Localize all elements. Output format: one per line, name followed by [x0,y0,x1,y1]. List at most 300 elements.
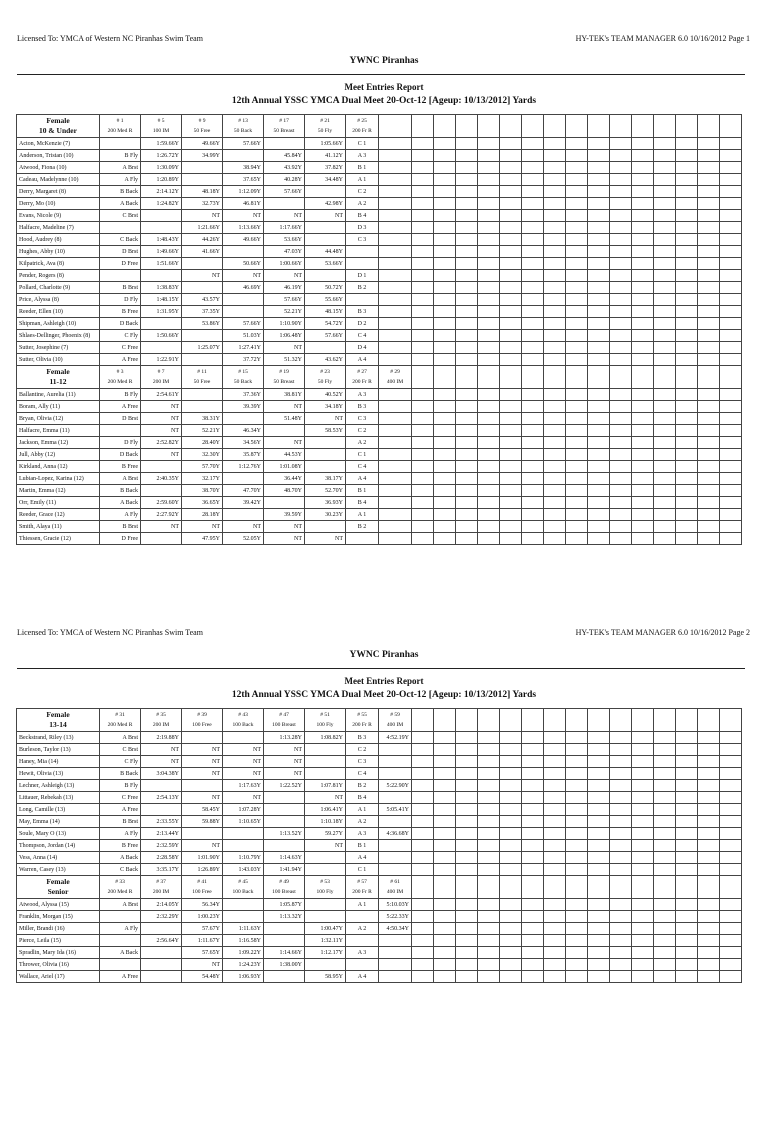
seed-time-cell [456,282,478,294]
event-name: 400 IM [386,722,404,728]
seed-time-cell [412,744,434,756]
relay-leg-cell: B Fly [100,389,141,401]
event-name: 200 IM [152,722,170,728]
seed-time-cell [500,756,522,768]
event-name: 100 Breast [272,722,296,728]
event-header-cell [379,366,412,389]
seed-time-cell [412,461,434,473]
event-header-cell [654,876,676,899]
seed-time-cell: NT [223,521,264,533]
seed-time-cell [720,425,742,437]
event-header-cell [654,115,676,138]
event-name: 50 Free [193,128,211,134]
event-header-cell [346,876,379,899]
seed-time-cell [456,401,478,413]
seed-time-cell [434,485,456,497]
seed-time-cell [478,780,500,792]
seed-time-cell [720,473,742,485]
relay-leg-cell: A Back [100,947,141,959]
event-header-cell [610,115,632,138]
seed-time-cell [412,138,434,150]
seed-time-cell [676,413,698,425]
seed-time-cell: 1:12.09Y [223,186,264,198]
relay-position-cell: A 3 [346,150,379,162]
seed-time-cell [412,899,434,911]
seed-time-cell [566,756,588,768]
seed-time-cell: 40.52Y [305,389,346,401]
seed-time-cell [500,768,522,780]
seed-time-cell [412,198,434,210]
seed-time-cell: 49.66Y [182,138,223,150]
seed-time-cell [500,804,522,816]
seed-time-cell [610,899,632,911]
age-group-label [17,115,100,138]
seed-time-cell [544,852,566,864]
swimmer-name: Burleson, Taylor (13) [17,744,100,756]
swimmer-name: Reeder, Ellen (10) [17,306,100,318]
seed-time-cell [264,935,305,947]
seed-time-cell [654,342,676,354]
swimmer-name: Miller, Brandi (16) [17,923,100,935]
seed-time-cell [379,330,412,342]
seed-time-cell [698,294,720,306]
seed-time-cell [676,258,698,270]
team-name: YWNC Piranhas [349,650,419,660]
seed-time-cell [544,473,566,485]
seed-time-cell [544,864,566,876]
seed-time-cell [434,150,456,162]
seed-time-cell [544,828,566,840]
seed-time-cell: 43.62Y [305,354,346,366]
swimmer-row [17,473,742,485]
seed-time-cell: 47.95Y [182,533,223,545]
seed-time-cell [588,828,610,840]
seed-time-cell [654,282,676,294]
relay-leg-cell: D Fly [100,294,141,306]
relay-position-cell: C 1 [346,138,379,150]
event-number: # 25 [357,118,367,124]
event-name: 100 Back [232,722,254,728]
seed-time-cell [456,497,478,509]
swimmer-row [17,497,742,509]
seed-time-cell [478,198,500,210]
seed-time-cell [412,935,434,947]
seed-time-cell [588,485,610,497]
seed-time-cell [264,425,305,437]
seed-time-cell: 39.39Y [223,401,264,413]
seed-time-cell [632,971,654,983]
relay-position-cell: D 4 [346,342,379,354]
seed-time-cell [610,234,632,246]
seed-time-cell [478,521,500,533]
seed-time-cell: 1:00.47Y [305,923,346,935]
seed-time-cell [698,780,720,792]
seed-time-cell: NT [264,756,305,768]
meet-title: 12th Annual YSSC YMCA Dual Meet 20-Oct-12 [Ageup: 10/13/2012] Yards [231,690,537,700]
seed-time-cell [654,864,676,876]
event-header-cell [720,366,742,389]
event-header-cell [100,709,141,732]
seed-time-cell [588,804,610,816]
seed-time-cell [522,461,544,473]
event-header-cell [566,709,588,732]
seed-time-cell [698,899,720,911]
seed-time-cell [456,947,478,959]
event-header-cell [544,709,566,732]
swimmer-row [17,246,742,258]
seed-time-cell [412,959,434,971]
relay-position-cell: C 2 [346,744,379,756]
seed-time-cell [522,198,544,210]
seed-time-cell [698,330,720,342]
seed-time-cell [478,852,500,864]
seed-time-cell [720,947,742,959]
seed-time-cell [698,306,720,318]
seed-time-cell [654,210,676,222]
relay-leg-cell [100,959,141,971]
seed-time-cell [698,174,720,186]
seed-time-cell [434,318,456,330]
seed-time-cell: 3:35.17Y [141,864,182,876]
seed-time-cell [720,461,742,473]
seed-time-cell [544,804,566,816]
license-header: Licensed To: YMCA of Western NC Piranhas Swim Team [17,628,203,637]
seed-time-cell [566,792,588,804]
swimmer-name: Littauer, Rebekah (13) [17,792,100,804]
seed-time-cell [500,354,522,366]
seed-time-cell [544,533,566,545]
seed-time-cell [720,911,742,923]
seed-time-cell [478,485,500,497]
seed-time-cell [478,306,500,318]
seed-time-cell: 47.03Y [264,246,305,258]
seed-time-cell: NT [305,413,346,425]
seed-time-cell [412,449,434,461]
seed-time-cell [522,162,544,174]
seed-time-cell [566,234,588,246]
swimmer-name: Shipman, Ashleigh (10) [17,318,100,330]
event-header-cell [478,366,500,389]
event-name: 200 Med R [107,889,133,895]
seed-time-cell [720,840,742,852]
relay-position-cell: A 1 [346,804,379,816]
event-number: # 57 [357,879,367,885]
seed-time-cell [610,485,632,497]
seed-time-cell [566,971,588,983]
seed-time-cell [478,899,500,911]
seed-time-cell [305,768,346,780]
seed-time-cell [588,533,610,545]
relay-position-cell: C 3 [346,756,379,768]
seed-time-cell [182,174,223,186]
seed-time-cell [588,318,610,330]
seed-time-cell [544,497,566,509]
swimmer-row [17,732,742,744]
seed-time-cell [412,389,434,401]
seed-time-cell [698,497,720,509]
swimmer-row [17,959,742,971]
seed-time-cell [632,732,654,744]
seed-time-cell: NT [305,792,346,804]
seed-time-cell [654,150,676,162]
relay-leg-cell: A Back [100,198,141,210]
event-name: 200 Fr R [352,379,372,385]
seed-time-cell [654,461,676,473]
seed-time-cell: 1:07.81Y [305,780,346,792]
seed-time-cell: 46.19Y [264,282,305,294]
seed-time-cell: 51.03Y [223,330,264,342]
meet-title: 12th Annual YSSC YMCA Dual Meet 20-Oct-12 [Ageup: 10/13/2012] Yards [231,96,537,106]
seed-time-cell: 52.21Y [182,425,223,437]
relay-position-cell [346,294,379,306]
seed-time-cell [720,354,742,366]
seed-time-cell [412,864,434,876]
seed-time-cell: 1:07.28Y [223,804,264,816]
seed-time-cell [610,971,632,983]
seed-time-cell [522,959,544,971]
seed-time-cell [698,342,720,354]
seed-time-cell [544,521,566,533]
swimmer-row [17,521,742,533]
seed-time-cell: 35.87Y [223,449,264,461]
relay-position-cell: C 4 [346,768,379,780]
header-rule [17,668,745,669]
event-header-cell [456,876,478,899]
seed-time-cell [522,294,544,306]
relay-leg-cell [100,935,141,947]
seed-time-cell [720,732,742,744]
seed-time-cell [632,234,654,246]
seed-time-cell [544,282,566,294]
seed-time-cell [412,174,434,186]
event-number: # 41 [197,879,207,885]
seed-time-cell: 28.40Y [182,437,223,449]
seed-time-cell [434,509,456,521]
seed-time-cell [182,389,223,401]
seed-time-cell: 1:27.41Y [223,342,264,354]
seed-time-cell [610,186,632,198]
seed-time-cell [632,222,654,234]
seed-time-cell [522,509,544,521]
relay-leg-cell [100,222,141,234]
seed-time-cell [478,425,500,437]
seed-time-cell [654,744,676,756]
seed-time-cell [654,437,676,449]
seed-time-cell: 1:16.58Y [223,935,264,947]
swimmer-name: Atwood, Alyssa (15) [17,899,100,911]
seed-time-cell [305,270,346,282]
seed-time-cell [141,533,182,545]
seed-time-cell [632,425,654,437]
seed-time-cell [720,780,742,792]
seed-time-cell [379,816,412,828]
seed-time-cell [610,497,632,509]
seed-time-cell [500,270,522,282]
event-header-cell [720,876,742,899]
seed-time-cell [676,138,698,150]
seed-time-cell [264,792,305,804]
seed-time-cell: 37.36Y [223,389,264,401]
seed-time-cell: 1:13.52Y [264,828,305,840]
relay-position-cell: A 4 [346,852,379,864]
group-header-row [17,876,742,899]
seed-time-cell [610,840,632,852]
seed-time-cell: 2:27.92Y [141,509,182,521]
seed-time-cell [478,318,500,330]
seed-time-cell: 40.28Y [264,174,305,186]
seed-time-cell [456,816,478,828]
seed-time-cell: 5:05.41Y [379,804,412,816]
seed-time-cell [379,186,412,198]
event-number: # 39 [197,712,207,718]
seed-time-cell [141,270,182,282]
seed-time-cell [264,804,305,816]
seed-time-cell [522,174,544,186]
seed-time-cell [522,864,544,876]
seed-time-cell [566,389,588,401]
seed-time-cell [522,222,544,234]
seed-time-cell [632,401,654,413]
event-name: 100 Fly [316,722,334,728]
seed-time-cell [720,342,742,354]
seed-time-cell [676,222,698,234]
seed-time-cell [544,509,566,521]
seed-time-cell [698,509,720,521]
event-header-cell [566,366,588,389]
seed-time-cell [223,413,264,425]
seed-time-cell [522,792,544,804]
seed-time-cell: 5:10.03Y [379,899,412,911]
swimmer-name: Beckstrand, Riley (13) [17,732,100,744]
seed-time-cell [720,497,742,509]
relay-position-cell: C 3 [346,234,379,246]
event-name: 50 Breast [273,379,295,385]
seed-time-cell [182,354,223,366]
seed-time-cell [544,198,566,210]
seed-time-cell [720,210,742,222]
seed-time-cell [478,389,500,401]
seed-time-cell [698,947,720,959]
seed-time-cell [500,792,522,804]
seed-time-cell [478,971,500,983]
seed-time-cell [500,533,522,545]
seed-time-cell [588,461,610,473]
seed-time-cell [720,174,742,186]
seed-time-cell [412,186,434,198]
seed-time-cell [456,899,478,911]
swimmer-row [17,780,742,792]
swimmer-name: Warren, Casey (13) [17,864,100,876]
event-header-cell [182,709,223,732]
seed-time-cell [412,485,434,497]
swimmer-name: Derry, Mo (10) [17,198,100,210]
seed-time-cell [456,768,478,780]
swimmer-row [17,804,742,816]
seed-time-cell: 44.26Y [182,234,223,246]
seed-time-cell [698,840,720,852]
seed-time-cell [522,246,544,258]
seed-time-cell [588,198,610,210]
seed-time-cell [566,485,588,497]
seed-time-cell [544,756,566,768]
relay-position-cell: A 4 [346,354,379,366]
seed-time-cell [500,162,522,174]
seed-time-cell: 48.18Y [182,186,223,198]
seed-time-cell [478,222,500,234]
relay-position-cell: C 4 [346,461,379,473]
seed-time-cell [676,330,698,342]
seed-time-cell [412,923,434,935]
seed-time-cell [720,186,742,198]
seed-time-cell [434,935,456,947]
seed-time-cell: 37.65Y [223,174,264,186]
seed-time-cell [412,413,434,425]
relay-leg-cell: C Fly [100,756,141,768]
event-header-cell [434,115,456,138]
event-header-cell [141,876,182,899]
event-header-cell [698,876,720,899]
seed-time-cell [632,485,654,497]
seed-time-cell: 2:33.55Y [141,816,182,828]
swimmer-name: Anderson, Tristan (10) [17,150,100,162]
seed-time-cell [500,306,522,318]
seed-time-cell [720,521,742,533]
seed-time-cell: 1:14.63Y [264,852,305,864]
seed-time-cell: NT [305,533,346,545]
seed-time-cell [566,533,588,545]
seed-time-cell [610,521,632,533]
seed-time-cell [412,533,434,545]
seed-time-cell: 32.17Y [182,473,223,485]
seed-time-cell [610,150,632,162]
event-number: # 51 [320,712,330,718]
seed-time-cell [698,425,720,437]
swimmer-name: Smith, Alaya (11) [17,521,100,533]
seed-time-cell [632,509,654,521]
seed-time-cell [720,816,742,828]
seed-time-cell [632,533,654,545]
seed-time-cell [305,899,346,911]
seed-time-cell [500,449,522,461]
seed-time-cell [588,437,610,449]
seed-time-cell [500,899,522,911]
seed-time-cell [379,413,412,425]
seed-time-cell [456,533,478,545]
event-header-cell [100,115,141,138]
seed-time-cell [588,509,610,521]
relay-position-cell: B 1 [346,840,379,852]
seed-time-cell [434,449,456,461]
seed-time-cell: 1:51.66Y [141,258,182,270]
seed-time-cell [610,828,632,840]
swimmer-row [17,318,742,330]
seed-time-cell [698,162,720,174]
seed-time-cell: 37.72Y [223,354,264,366]
seed-time-cell: 3:04.38Y [141,768,182,780]
swimmer-row [17,270,742,282]
seed-time-cell [632,306,654,318]
seed-time-cell [412,425,434,437]
seed-time-cell: 52.05Y [223,533,264,545]
seed-time-cell [478,401,500,413]
relay-position-cell: B 2 [346,282,379,294]
seed-time-cell [379,473,412,485]
seed-time-cell [478,840,500,852]
seed-time-cell [522,270,544,282]
relay-leg-cell: B Back [100,768,141,780]
seed-time-cell [654,270,676,282]
seed-time-cell [522,533,544,545]
